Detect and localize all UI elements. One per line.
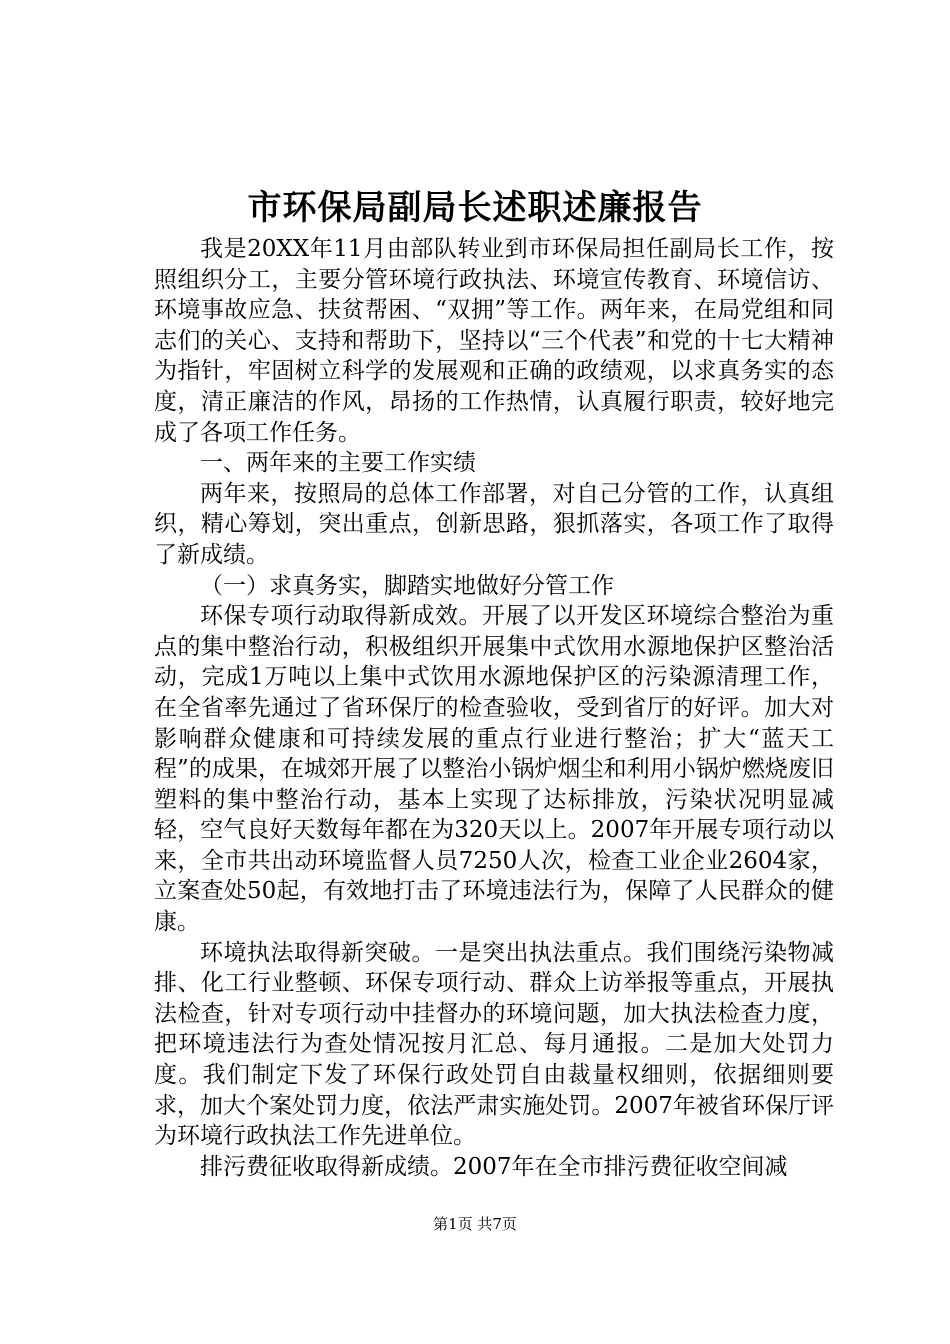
paragraph-special-action: 环保专项行动取得新成效。开展了以开发区环境综合整治为重点的集中整治行动，积极组织开展集中式饮用水源地保护区整治活动，完成1万吨以上集中式饮用水源地保护区的污染源清理工作，在全省率先通过了省环保厅的检查验收，受到省厅的好评。加大对影响群众健康和可持续发展的重点行业进行整治；扩大“蓝天工程”的成果，在城郊开展了以整治小锅炉烟尘和利用小锅炉燃烧废旧塑料的集中整治行动，基本上实现了达标排放，污染状况明显减轻，空气良好天数每年都在为320天以上。2007年开展专项行动以来，全市共出动环境监督人员7250人次，检查工业企业2604家，立案查处50起，有效地打击了环境违法行为，保障了人民群众的健康。 [154,603,834,936]
paragraph-fee-collection: 排污费征收取得新成绩。2007年在全市排污费征收空间减 [200,1153,788,1180]
page-footer: 第1页 共7页 [433,1215,517,1233]
section-heading-1: 一、两年来的主要工作实绩 [200,450,476,477]
paragraph-intro: 我是20XX年11月由部队转业到市环保局担任副局长工作，按照组织分工，主要分管环境行政执法、环境宣传教育、环境信访、环境事故应急、扶贫帮困、“双拥”等工作。两年来，在局党组和同志们的关心、支持和帮助下，坚持以“三个代表”和党的十七大精神为指针，牢固树立科学的发展观和正确的政绩观，以求真务实的态度，清正廉洁的作风，昂扬的工作热情，认真履行职责，较好地完成了各项工作任务。 [154,236,834,446]
document-body [154,234,834,1182]
paragraph-overview: 两年来，按照局的总体工作部署，对自己分管的工作，认真组织，精心筹划，突出重点，创新思路，狠抓落实，各项工作了取得了新成绩。 [154,480,834,568]
subsection-heading-1: （一）求真务实，脚踏实地做好分管工作 [200,572,614,599]
paragraph-law-enforcement: 环境执法取得新突破。一是突出执法重点。我们围绕污染物减排、化工行业整顿、环保专项行动、群众上访举报等重点，开展执法检查，针对专项行动中挂督办的环境问题，加大执法检查力度，把环境违法行为查处情况按月汇总、每月通报。二是加大处罚力度。我们制定下发了环保行政处罚自由裁量权细则，依据细则要求，加大个案处罚力度，依法严肃实施处罚。2007年被省环保厅评为环境行政执法工作先进单位。 [154,939,834,1150]
document-title: 市环保局副局长述职述廉报告 [247,188,703,228]
